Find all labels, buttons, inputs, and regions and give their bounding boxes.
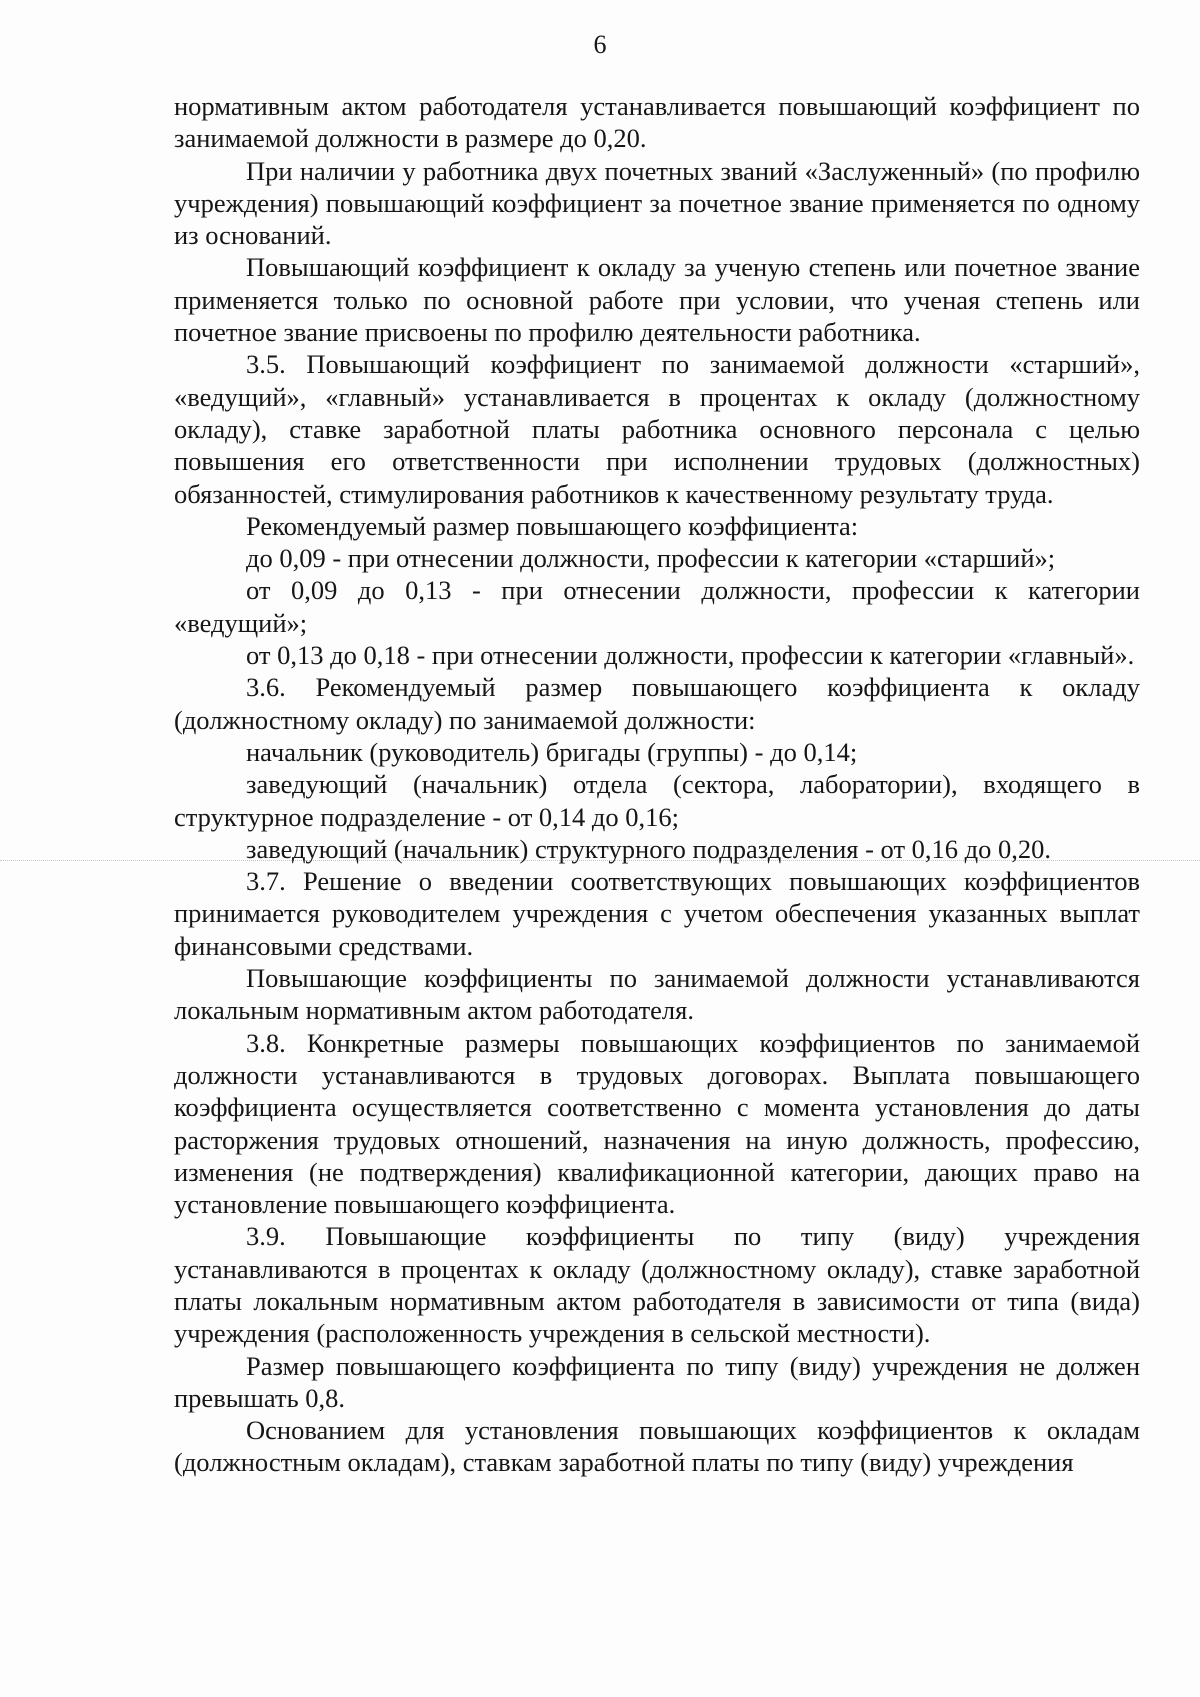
paragraph: от 0,13 до 0,18 - при отнесении должности, профессии к категории «главный». (246, 640, 1135, 671)
paragraph: Основанием для установления повышающих коэффициентов к окладам (должностным окладам), ставкам заработной платы по типу (виду) учреждения (174, 1415, 1140, 1478)
paragraph: нормативным актом работодателя устанавливается повышающий коэффициент по занимаемой должности в размере до 0,20. (174, 91, 1140, 154)
paragraph: заведующий (начальник) структурного подразделения - от 0,16 до 0,20. (246, 833, 1052, 864)
paragraph: Рекомендуемый размер повышающего коэффициента: (246, 510, 859, 541)
paragraph: от 0,09 до 0,13 - при отнесении должности, профессии к категории «ведущий»; (174, 575, 1140, 638)
paragraph: до 0,09 - при отнесении должности, профессии к категории «старший»; (246, 543, 1056, 574)
paragraph: Повышающие коэффициенты по занимаемой должности устанавливаются локальным нормативным актом работодателя. (174, 963, 1140, 1026)
document-body (174, 90, 1140, 1479)
paragraph: 3.5. Повышающий коэффициент по занимаемой должности «старший», «ведущий», «главный» устанавливается в процентах к окладу (должностному окладу), ставке заработной платы работника основного персонала с целью повышения его ответственности при исполнении трудовых (должностных) обязанностей, стимулирования работников к качественному результату труда. (174, 349, 1140, 509)
paragraph: Размер повышающего коэффициента по типу (виду) учреждения не должен превышать 0,8. (174, 1350, 1140, 1413)
paragraph: начальник (руководитель) бригады (группы) - до 0,14; (246, 736, 858, 767)
page-number: 6 (593, 30, 607, 59)
paragraph: 3.6. Рекомендуемый размер повышающего коэффициента к окладу (должностному окладу) по занимаемой должности: (174, 672, 1140, 735)
paragraph: При наличии у работника двух почетных званий «Заслуженный» (по профилю учреждения) повышающий коэффициент за почетное звание применяется по одному из оснований. (174, 155, 1140, 251)
paragraph: 3.7. Решение о введении соответствующих повышающих коэффициентов принимается руководителем учреждения с учетом обеспечения указанных выплат финансовыми средствами. (174, 866, 1140, 961)
paragraph: Повышающий коэффициент к окладу за ученую степень или почетное звание применяется только по основной работе при условии, что ученая степень или почетное звание присвоены по профилю деятельности работника. (174, 252, 1140, 348)
paragraph: заведующий (начальник) отдела (сектора, лаборатории), входящего в структурное подразделение - от 0,14 до 0,16; (174, 769, 1140, 832)
paragraph: 3.8. Конкретные размеры повышающих коэффициентов по занимаемой должности устанавливаются в трудовых договорах. Выплата повышающего коэффициента осуществляется соответственно с момента установления до даты расторжения трудовых отношений, назначения на иную должность, профессию, изменения (не подтверждения) квалификационной категории, дающих право на установление повышающего коэффициента. (174, 1027, 1140, 1220)
paragraph: 3.9. Повышающие коэффициенты по типу (виду) учреждения устанавливаются в процентах к окладу (должностному окладу), ставке заработной платы локальным нормативным актом работодателя в зависимости от типа (вида) учреждения (расположенность учреждения в сельской местности). (174, 1221, 1140, 1349)
